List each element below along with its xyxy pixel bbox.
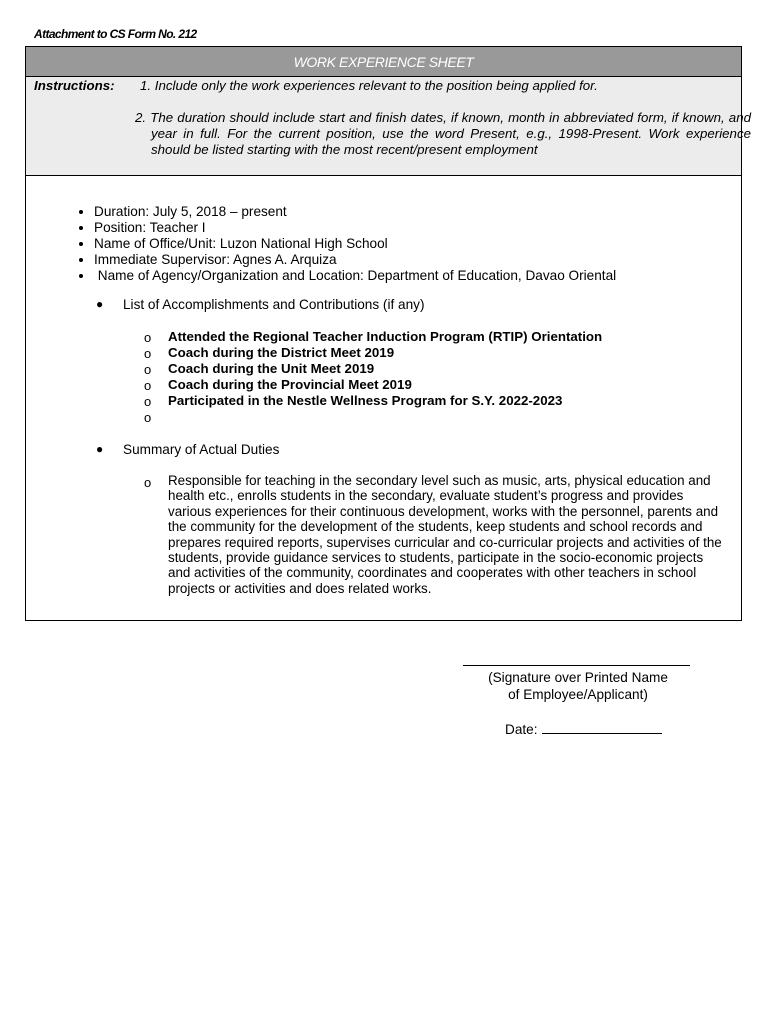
accomplishment-text: Coach during the District Meet 2019 <box>168 345 395 360</box>
signature-line <box>463 665 690 666</box>
signature-caption <box>480 669 676 703</box>
instruction-1 <box>140 78 598 93</box>
accomplishment-text: Attended the Regional Teacher Induction Program (RTIP) Orientation <box>168 329 603 344</box>
date-label: Date: <box>505 722 538 737</box>
signature-caption-line1: (Signature over Printed Name <box>488 670 668 685</box>
instructions-panel <box>26 77 751 176</box>
date-field <box>505 721 662 737</box>
accomplishment-text: Coach during the Provincial Meet 2019 <box>168 377 412 392</box>
circle-bullet-icon: o <box>144 346 152 361</box>
instructions-label: Instructions: <box>34 78 115 93</box>
accomplishments-heading: List of Accomplishments and Contributions (if any) <box>123 297 425 312</box>
work-experience-sheet <box>25 46 751 621</box>
bullet-dot-icon: ● <box>96 442 104 456</box>
bullet-dot-icon: ● <box>96 297 104 311</box>
circle-bullet-icon: o <box>144 362 152 377</box>
duties-text: Responsible for teaching in the secondary level such as music, arts, physical education and health etc., enrolls students in the secondary, evaluate student’s progress and provides various experiences for their continuous development, works with the personnel, parents and the community for the development of the students, keep students and school records and prepares required reports, supervises curricular and co-curricular projects and activities of the students, provide guidance services to students, participate in the socio-economic projects and activities of the community, coordinates and cooperates with other teachers in school projects or activities and does related works. <box>168 473 722 596</box>
instruction-1-text: Include only the work experiences relevant to the position being applied for. <box>154 78 598 93</box>
detail-agency: • Name of Agency/Organization and Location: Department of Education, Davao Oriental <box>94 268 616 284</box>
attachment-label: Attachment to CS Form No. 212 <box>34 27 197 41</box>
detail-supervisor: • Immediate Supervisor: Agnes A. Arquiza <box>94 252 616 268</box>
circle-bullet-icon: o <box>144 410 152 425</box>
accomplishment-text: Participated in the Nestle Wellness Program for S.Y. 2022-2023 <box>168 393 563 408</box>
sheet-title: WORK EXPERIENCE SHEET <box>26 47 741 77</box>
circle-bullet-icon: o <box>144 330 152 345</box>
circle-bullet-icon: o <box>144 378 152 393</box>
circle-bullet-icon: o <box>144 394 152 409</box>
instruction-2: 2. The duration should include start and finish dates, if known, month in abbreviated form, if known, and year in full. For the current position, use the word Present, e.g., 1998-Present. Work experience should be listed starting with the most recent/present employment <box>135 110 751 157</box>
detail-office: • Name of Office/Unit: Luzon National High School <box>94 236 616 252</box>
signature-caption-line2: of Employee/Applicant) <box>508 687 648 702</box>
details-list <box>76 204 616 284</box>
duties-heading: Summary of Actual Duties <box>123 442 280 457</box>
date-line <box>542 721 662 734</box>
detail-duration: • Duration: July 5, 2018 – present <box>94 204 616 220</box>
detail-position: • Position: Teacher I <box>94 220 616 236</box>
accomplishment-text: Coach during the Unit Meet 2019 <box>168 361 375 376</box>
circle-bullet-icon: o <box>144 475 152 490</box>
instruction-1-number: 1. <box>140 78 152 93</box>
